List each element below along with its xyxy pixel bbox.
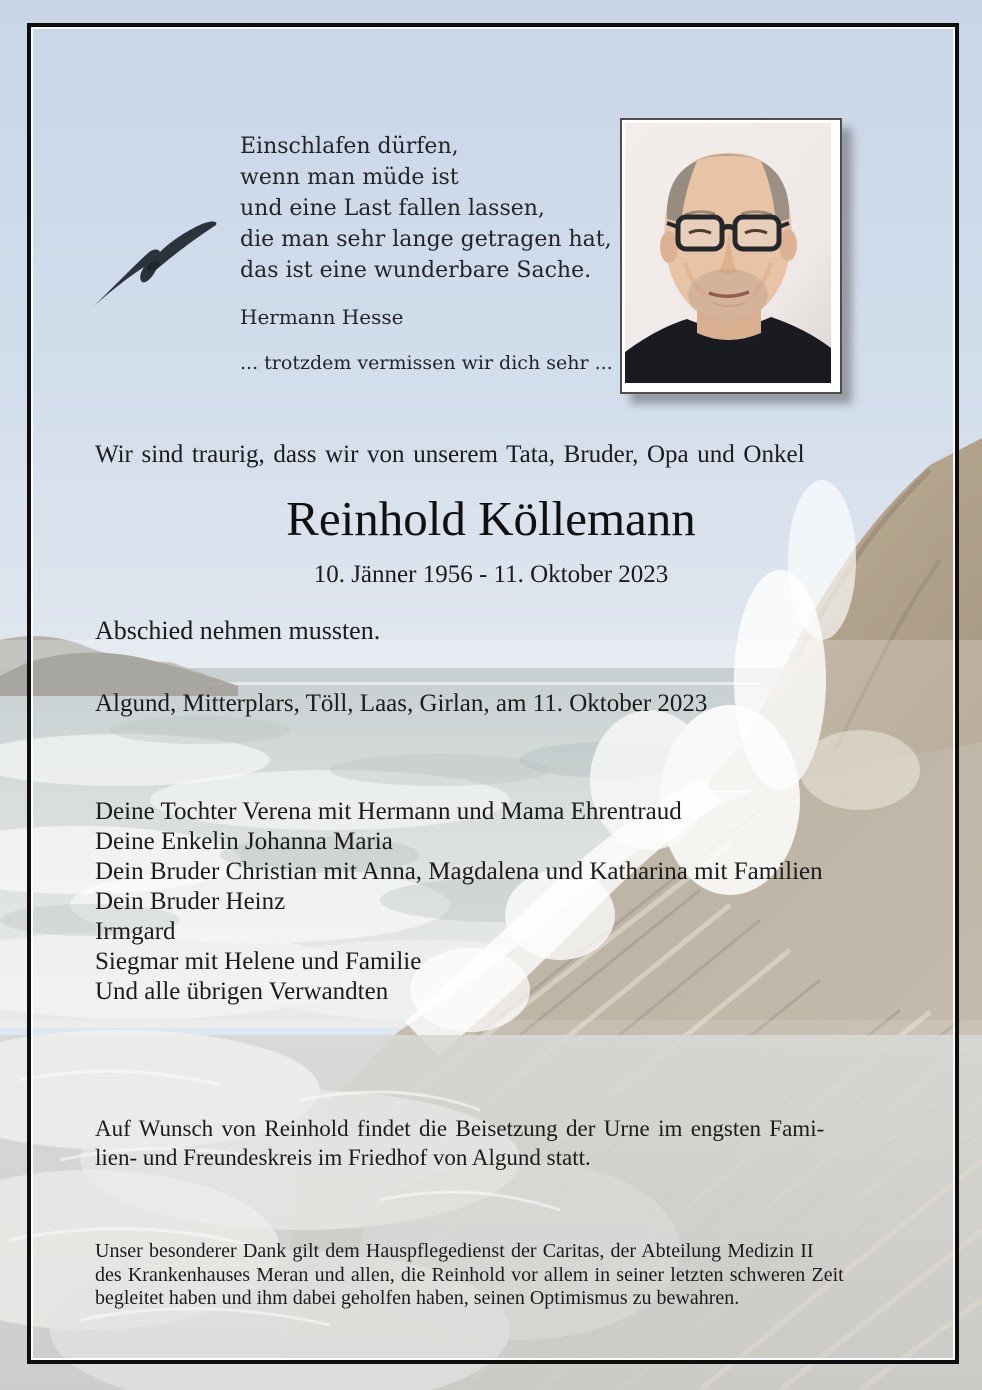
mourner-line: Dein Bruder Christian mit Anna, Magdalena und Katharina mit Familien: [95, 858, 823, 885]
thanks-line: Unser besonderer Dank gilt dem Hauspflegedienst der Caritas, der Abteilung Medizin II: [95, 1240, 814, 1262]
thanks-line: begleitet haben und ihm dabei geholfen haben, seinen Optimismus zu bewahren.: [95, 1287, 740, 1309]
poem-author: Hermann Hesse: [240, 305, 404, 329]
poem-line: Einschlafen dürfen,: [240, 134, 459, 159]
deceased-name: Reinhold Köllemann: [286, 491, 696, 546]
poem-block: [240, 131, 612, 286]
mourner-line: Siegmar mit Helene und Familie: [95, 948, 422, 975]
burial-notice: [95, 1114, 824, 1172]
life-dates: 10. Jänner 1956 - 11. Oktober 2023: [313, 561, 669, 588]
burial-line: lien- und Freundeskreis im Friedhof von Algund statt.: [95, 1145, 591, 1170]
mourner-line: Irmgard: [95, 918, 176, 945]
thanks-paragraph: [95, 1240, 844, 1311]
mourner-line: Deine Enkelin Johanna Maria: [95, 828, 393, 855]
poem-line: das ist eine wunderbare Sache.: [240, 258, 592, 283]
mourner-line: Deine Tochter Verena mit Hermann und Mama Ehrentraud: [95, 798, 682, 825]
portrait-illustration: [625, 123, 831, 383]
farewell-line: Abschied nehmen mussten.: [95, 616, 381, 645]
places-date-line: Algund, Mitterplars, Töll, Laas, Girlan, am 11. Oktober 2023: [95, 690, 708, 717]
missing-you-line: ... trotzdem vermissen wir dich sehr ...: [240, 352, 613, 374]
poem-line: und eine Last fallen lassen,: [240, 196, 545, 221]
bird-icon: [90, 208, 222, 312]
mourners-list: [95, 797, 823, 1007]
thanks-line: des Krankenhauses Meran und allen, die Reinhold vor allem in seiner letzten schweren Zeit: [95, 1263, 844, 1286]
portrait-photo: [620, 118, 842, 394]
burial-line: Auf Wunsch von Reinhold findet die Beisetzung der Urne im engsten Fami-: [95, 1116, 825, 1141]
mourner-line: Und alle übrigen Verwandten: [95, 978, 389, 1005]
mourner-line: Dein Bruder Heinz: [95, 888, 286, 915]
poem-line: wenn man müde ist: [240, 165, 459, 190]
poem-line: die man sehr lange getragen hat,: [240, 227, 612, 252]
intro-line: Wir sind traurig, dass wir von unserem Tata, Bruder, Opa und Onkel: [95, 441, 805, 468]
